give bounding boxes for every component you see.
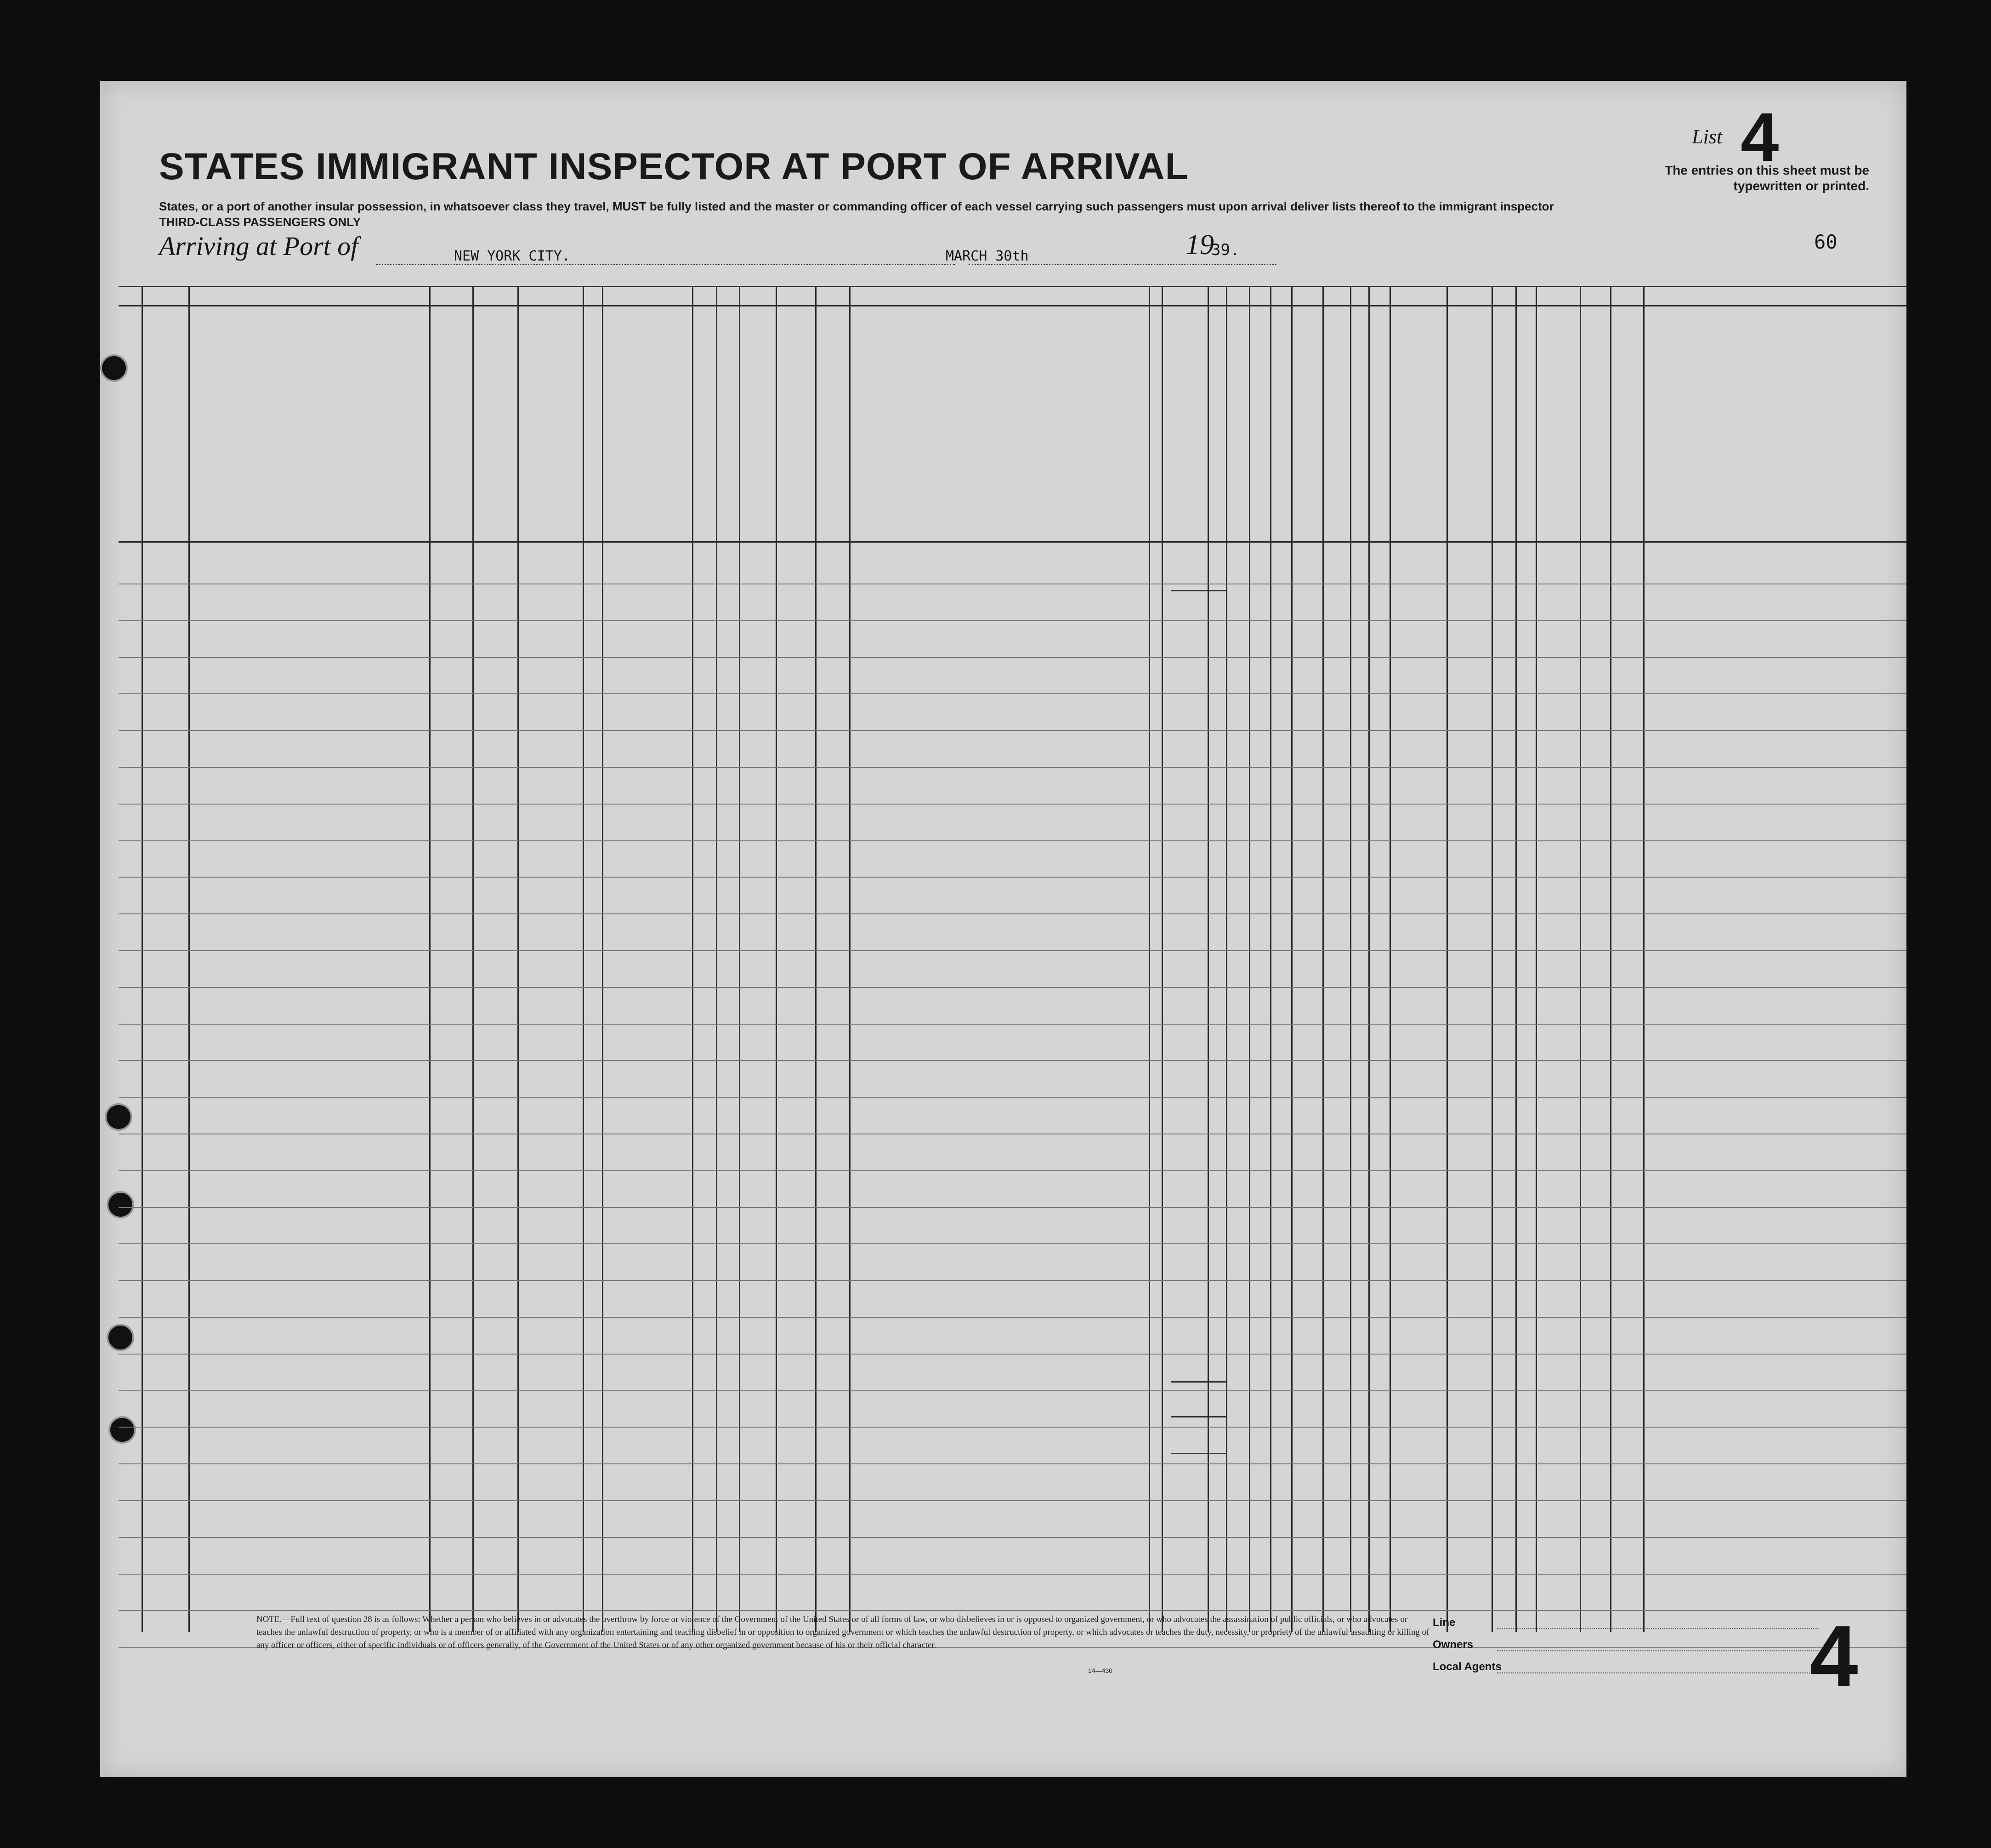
table-row bbox=[100, 1207, 1906, 1244]
footer-note: NOTE.—Full text of question 28 is as follows: Whether a person who believes in or advocates the overthrow by force or violence of the Government of the United States or of all forms of law, or who disbelieves in or is opposed to organized government, or who advocates the assassination of public officials, or who advocates or teaches the unlawful destruction of property, or who is a member of or affiliated with any organization entertaining and teaching disbelief in or opposition to organized government or which teaches the unlawful destruction of property, or which advocates or teaches the duty, necessity, or propriety of the unlawful assaulting or killing of any officer or officers, either of specific individuals or of officers generally, of the Government of the United States or of any other organized government because of his or their official character. bbox=[256, 1615, 1429, 1650]
table-row bbox=[100, 805, 1906, 841]
list-note: The entries on this sheet must be typewritten or printed. bbox=[1665, 163, 1869, 193]
table-row bbox=[100, 1428, 1906, 1464]
strike-line bbox=[1171, 1416, 1226, 1417]
port-value: NEW YORK CITY. bbox=[454, 248, 570, 264]
table-row bbox=[100, 548, 1906, 584]
year-suffix: 39. bbox=[1211, 241, 1240, 259]
list-number: 4 bbox=[1741, 98, 1779, 176]
instruction-text: States, or a port of another insular possession, in whatsoever class they travel, MUST be fully listed and the master or commanding officer of each vessel carrying such passengers must upon arrival deliver lists thereof to the immigrant inspector bbox=[159, 199, 1554, 213]
table-row bbox=[100, 1061, 1906, 1098]
table-row bbox=[100, 1281, 1906, 1318]
table-row bbox=[100, 694, 1906, 731]
manifest-sheet bbox=[100, 81, 1906, 1777]
arriving-label: Arriving at Port of bbox=[159, 231, 358, 261]
date-value: MARCH 30th bbox=[946, 248, 1029, 264]
year-prefix: 19 bbox=[1186, 229, 1214, 261]
line-label: Line bbox=[1433, 1616, 1456, 1629]
class-line: THIRD-CLASS PASSENGERS ONLY bbox=[159, 215, 361, 229]
table-row bbox=[100, 731, 1906, 768]
table-row bbox=[100, 621, 1906, 658]
table-row bbox=[100, 1134, 1906, 1171]
column-number-rule bbox=[119, 305, 1906, 306]
table-row bbox=[100, 1464, 1906, 1501]
header-bottom-rule bbox=[119, 541, 1906, 543]
table-row bbox=[100, 1538, 1906, 1575]
table-row bbox=[100, 1098, 1906, 1134]
page-title: STATES IMMIGRANT INSPECTOR AT PORT OF ARRIVAL bbox=[159, 146, 1189, 187]
punch-hole bbox=[100, 354, 128, 382]
table-row bbox=[100, 988, 1906, 1025]
table-row bbox=[100, 914, 1906, 951]
table-row bbox=[100, 768, 1906, 805]
table-row bbox=[100, 841, 1906, 878]
table-top-rule bbox=[119, 286, 1906, 287]
table-row bbox=[100, 1574, 1906, 1611]
list-label: List bbox=[1692, 125, 1723, 148]
table-row bbox=[100, 658, 1906, 694]
table-row bbox=[100, 951, 1906, 988]
table-row bbox=[100, 584, 1906, 621]
strike-line bbox=[1171, 1453, 1226, 1454]
table-row bbox=[100, 1244, 1906, 1281]
stamp-number: 60 bbox=[1814, 231, 1838, 253]
local-agents-label: Local Agents bbox=[1433, 1661, 1502, 1673]
table-row bbox=[100, 1391, 1906, 1428]
table-row bbox=[100, 878, 1906, 914]
list-number-footer: 4 bbox=[1809, 1608, 1858, 1705]
form-number: 14—430 bbox=[1088, 1667, 1112, 1674]
strike-line bbox=[1171, 1381, 1226, 1383]
table-row bbox=[100, 1355, 1906, 1391]
table-row bbox=[100, 1318, 1906, 1355]
strike-line bbox=[1171, 590, 1226, 591]
table-row bbox=[100, 1171, 1906, 1208]
table-row bbox=[100, 1501, 1906, 1538]
table-row bbox=[100, 1024, 1906, 1061]
owners-label: Owners bbox=[1433, 1638, 1474, 1651]
